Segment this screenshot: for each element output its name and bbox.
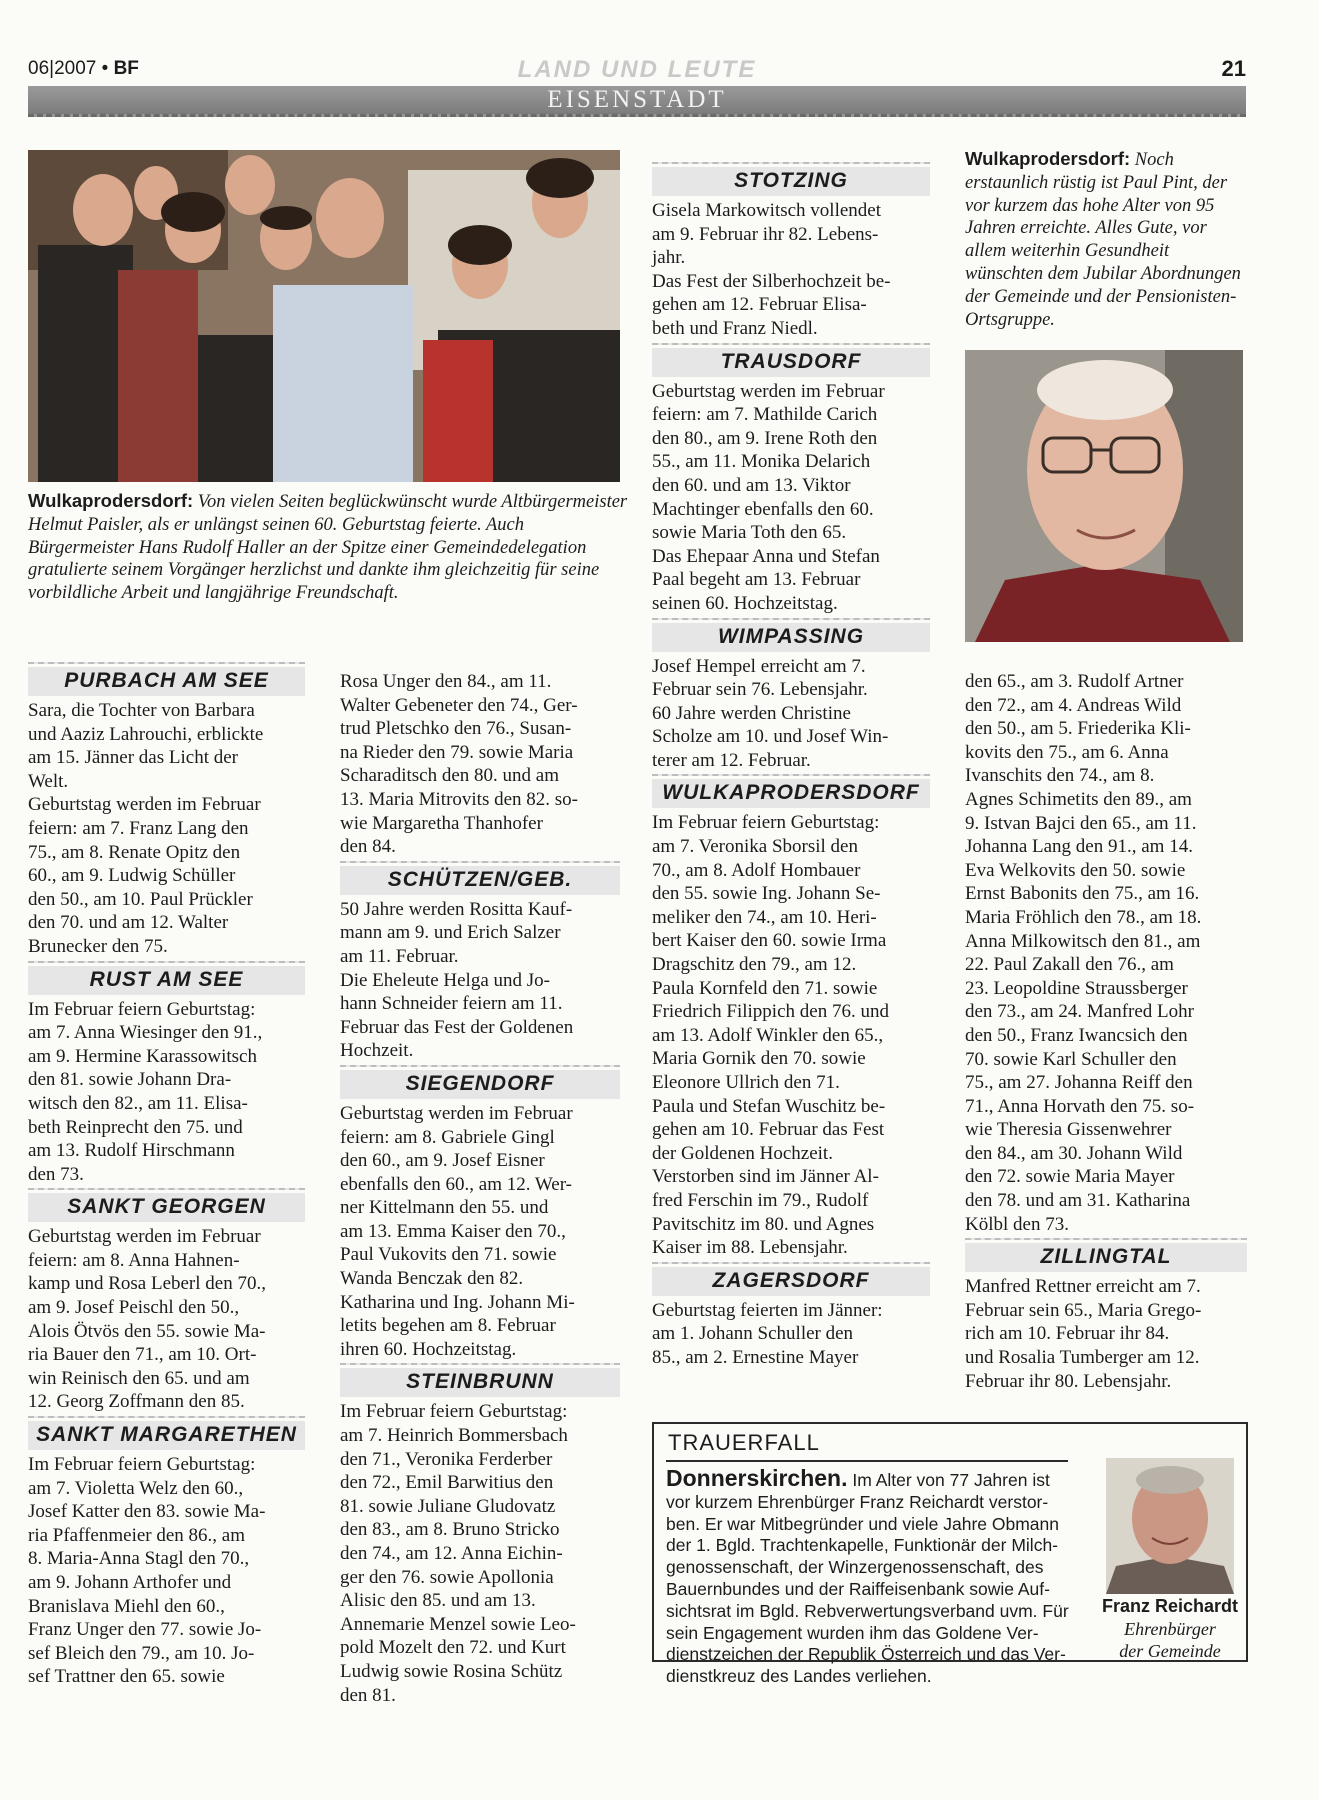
text-sankt-margarethen-cont: Rosa Unger den 84., am 11. Walter Gebeneter den 74., Ger- trud Pletschko den 76., Susan- na Rieder den 79. sowie Maria Scharaditsch den 80. und am 13. Maria Mitrovits den 82. so- wie Margaretha Thanhofer den 84.	[340, 671, 579, 858]
pint-photo-caption	[965, 148, 1245, 331]
text-zillingtal: Manfred Rettner erreicht am 7. Februar sein 65., Maria Grego- rich am 10. Februar ihr 84. und Rosalia Tumberger am 12. Februar ihr 80. Lebensjahr.	[965, 1276, 1202, 1392]
region-title: EISENSTADT	[547, 86, 727, 113]
obituary-role: Ehrenbürger der Gemeinde	[1119, 1619, 1221, 1661]
obituary-portrait	[1106, 1458, 1234, 1594]
text-stotzing: Gisela Markowitsch vollendet am 9. Februar ihr 82. Lebens- jahr. Das Fest der Silberhochzeit be- gehen am 12. Februar Elisa- beth und Franz Niedl.	[652, 200, 891, 339]
portrait-pint-image	[965, 350, 1243, 642]
heading-sankt-margarethen: SANKT MARGARETHEN	[28, 1416, 305, 1450]
text-wimpassing: Josef Hempel erreicht am 7. Februar sein 76. Lebensjahr. 60 Jahre werden Christine Scholze am 10. und Josef Win- terer am 12. Februar.	[652, 655, 889, 771]
heading-steinbrunn: STEINBRUNN	[340, 1363, 620, 1397]
obituary-body: Im Alter von 77 Jahren ist vor kurzem Ehrenbürger Franz Reichardt verstor- ben. Er war Mitbegründer und viele Jahre Obmann der 1. Bgld. Trachtenkapelle, Funktionär der Milch- genossenschaft, der Winzergenossenschaft, des Bauernbundes und der Raiffeisenbank sowie Auf- sichtsrat im Bgld. Rebverwertungsverband uvm. Für sein Engagement wurden ihm das Goldene Ver- dienstzeichen der Republik Österreich und das Ver- dienstkreuz des Landes verliehen.	[666, 1470, 1069, 1687]
text-sankt-margarethen: Im Februar feiern Geburtstag: am 7. Violetta Welz den 60., Josef Katter den 83. sowie Ma- ria Pfaffenmeier den 86., am 8. Maria-Anna Stagl den 70., am 9. Johann Arthofer und Branislava Miehl den 60., Franz Unger den 77. sowie Jo- sef Bleich den 79., am 10. Jo- sef Trattner den 65. sowie	[28, 1454, 266, 1688]
group-photo-image	[28, 150, 620, 482]
issue-number: 06|2007	[28, 58, 97, 79]
column-2	[340, 670, 620, 1707]
group-photo-caption	[28, 490, 628, 605]
heading-zagersdorf: ZAGERSDORF	[652, 1262, 930, 1296]
text-steinbrunn: Im Februar feiern Geburtstag: am 7. Heinrich Bommersbach den 71., Veronika Ferderber den 72., Emil Barwitius den 81. sowie Juliane Gludovatz den 83., am 8. Bruno Stricko den 74., am 12. Anna Eichin- ger den 76. sowie Apollonia Alisic den 85. und am 13. Annemarie Menzel sowie Leo- pold Mozelt den 72. und Kurt Ludwig sowie Rosina Schütz den 81.	[340, 1401, 576, 1706]
brand-name: BF	[113, 58, 139, 79]
heading-sankt-georgen: SANKT GEORGEN	[28, 1188, 305, 1222]
caption-text: Von vielen Seiten beglückwünscht wurde Altbürgermeister Helmut Paisler, als er unlängst seinen 60. Geburtstag feierte. Auch Bürgermeister Hans Rudolf Haller an der Spitze einer Gemeindedelegation gratulierte seinem Vorgänger herzlichst und dankte ihm gleichzeitig für seine vorbildliche Arbeit und langjährige Freundschaft.	[28, 492, 628, 604]
section-title: LAND UND LEUTE	[517, 56, 757, 83]
pint-caption-place: Wulkaprodersdorf:	[965, 148, 1131, 169]
heading-wulkaprodersdorf: WULKAPRODERSDORF	[652, 774, 930, 808]
column-3	[652, 160, 930, 1370]
heading-wimpassing: WIMPASSING	[652, 618, 930, 652]
text-wulkaprodersdorf-cont: den 65., am 3. Rudolf Artner den 72., am 4. Andreas Wild den 50., am 5. Friederika Kli- kovits den 75., am 6. Anna Ivanschits den 74., am 8. Agnes Schimetits den 89., am 9. Istvan Bajci den 65., am 11. Johanna Lang den 91., am 14. Eva Welkovits den 50. sowie Ernst Babonits den 75., am 16. Maria Fröhlich den 78., am 18. Anna Milkowitsch den 81., am 22. Paul Zakall den 76., am 23. Leopoldine Straussberger den 73., am 24. Manfred Lohr den 50., Franz Iwancsich den 70. sowie Karl Schuller den 75., am 27. Johanna Reiff den 71., Anna Horvath den 75. so- wie Theresia Gissenwehrer den 84., am 30. Johann Wild den 72. sowie Maria Mayer den 78. und am 31. Katharina Kölbl den 73.	[965, 671, 1202, 1235]
heading-rust: RUST AM SEE	[28, 961, 305, 995]
pint-caption-text: Noch erstaunlich rüstig ist Paul Pint, der vor kurzem das hohe Alter von 95 Jahren erreichte. Alles Gute, vor allem weiterhin Gesundheit wünschten dem Jubilar Abordnungen der Gemeinde und der Pensionisten-Ortsgruppe.	[965, 150, 1241, 330]
column-1	[28, 660, 305, 1689]
heading-siegendorf: SIEGENDORF	[340, 1065, 620, 1099]
text-schuetzen: 50 Jahre werden Rositta Kauf- mann am 9. und Erich Salzer am 11. Februar. Die Eheleute Helga und Jo- hann Schneider feiern am 11. Februar das Fest der Goldenen Hochzeit.	[340, 898, 574, 1062]
text-siegendorf: Geburtstag werden im Februar feiern: am 8. Gabriele Gingl den 60., am 9. Josef Eisner ebenfalls den 60., am 12. Wer- ner Kittelmann den 55. und am 13. Emma Kaiser den 70., Paul Vukovits den 71. sowie Wanda Benczak den 82. Katharina und Ing. Johann Mi- letits begehen am 8. Februar ihren 60. Hochzeitstag.	[340, 1102, 575, 1360]
obituary-box	[652, 1422, 1248, 1687]
heading-schuetzen: SCHÜTZEN/GEB.	[340, 861, 620, 895]
page-header	[28, 56, 1246, 82]
heading-zillingtal: ZILLINGTAL	[965, 1238, 1247, 1272]
page-number: 21	[1221, 56, 1246, 81]
obituary-heading: TRAUERFALL	[668, 1430, 820, 1455]
heading-stotzing: STOTZING	[652, 162, 930, 196]
heading-trausdorf: TRAUSDORF	[652, 343, 930, 377]
obituary-text	[666, 1465, 1104, 1688]
heading-purbach: PURBACH AM SEE	[28, 662, 305, 696]
obituary-rule	[666, 1460, 1068, 1462]
text-purbach: Sara, die Tochter von Barbara und Aaziz Lahrouchi, erblickte am 15. Jänner das Licht der Welt. Geburtstag werden im Februar feiern: am 7. Franz Lang den 75., am 8. Renate Opitz den 60., am 9. Ludwig Schüller den 50., am 10. Paul Prückler den 70. und am 12. Walter Brunecker den 75.	[28, 700, 264, 957]
portrait-photo-pint	[965, 350, 1243, 642]
text-sankt-georgen: Geburtstag werden im Februar feiern: am 8. Anna Hahnen- kamp und Rosa Leberl den 70., am 9. Josef Peischl den 50., Alois Ötvös den 55. sowie Ma- ria Bauer den 71., am 10. Ort- win Reinisch den 65. und am 12. Georg Zoffmann den 85.	[28, 1226, 266, 1413]
region-band	[28, 86, 1246, 117]
text-rust: Im Februar feiern Geburtstag: am 7. Anna Wiesinger den 91., am 9. Hermine Karassowitsch den 81. sowie Johann Dra- witsch den 82., am 11. Elisa- beth Reinprecht den 75. und am 13. Rudolf Hirschmann den 73.	[28, 998, 263, 1185]
text-trausdorf: Geburtstag werden im Februar feiern: am 7. Mathilde Carich den 80., am 9. Irene Roth den 55., am 11. Monika Delarich den 60. und am 13. Viktor Machtinger ebenfalls den 60. sowie Maria Toth den 65. Das Ehepaar Anna und Stefan Paal begeht am 13. Februar seinen 60. Hochzeitstag.	[652, 380, 885, 614]
column-4	[965, 670, 1247, 1393]
obituary-place: Donnerskirchen.	[666, 1465, 848, 1491]
obituary-portrait-image	[1106, 1458, 1234, 1594]
issue-bullet: •	[101, 58, 109, 79]
text-wulkaprodersdorf: Im Februar feiern Geburtstag: am 7. Veronika Sborsil den 70., am 8. Adolf Hombauer den 55. sowie Ing. Johann Se- meliker den 74., am 10. Heri- bert Kaiser den 60. sowie Irma Dragschitz den 79., am 12. Paula Kornfeld den 71. sowie Friedrich Filippich den 76. und am 13. Adolf Winkler den 65., Maria Gornik den 70. sowie Eleonore Ullrich den 71. Paula und Stefan Wuschitz be- gehen am 10. Februar das Fest der Goldenen Hochzeit. Verstorben sind im Jänner Al- fred Ferschin im 79., Rudolf Pavitschitz im 80. und Agnes Kaiser im 88. Lebensjahr.	[652, 812, 889, 1259]
group-photo	[28, 150, 620, 482]
text-zagersdorf: Geburtstag feierten im Jänner: am 1. Johann Schuller den 85., am 2. Ernestine Mayer	[652, 1299, 883, 1368]
obituary-name: Franz Reichardt	[1101, 1596, 1239, 1616]
caption-place: Wulkaprodersdorf:	[28, 490, 194, 511]
